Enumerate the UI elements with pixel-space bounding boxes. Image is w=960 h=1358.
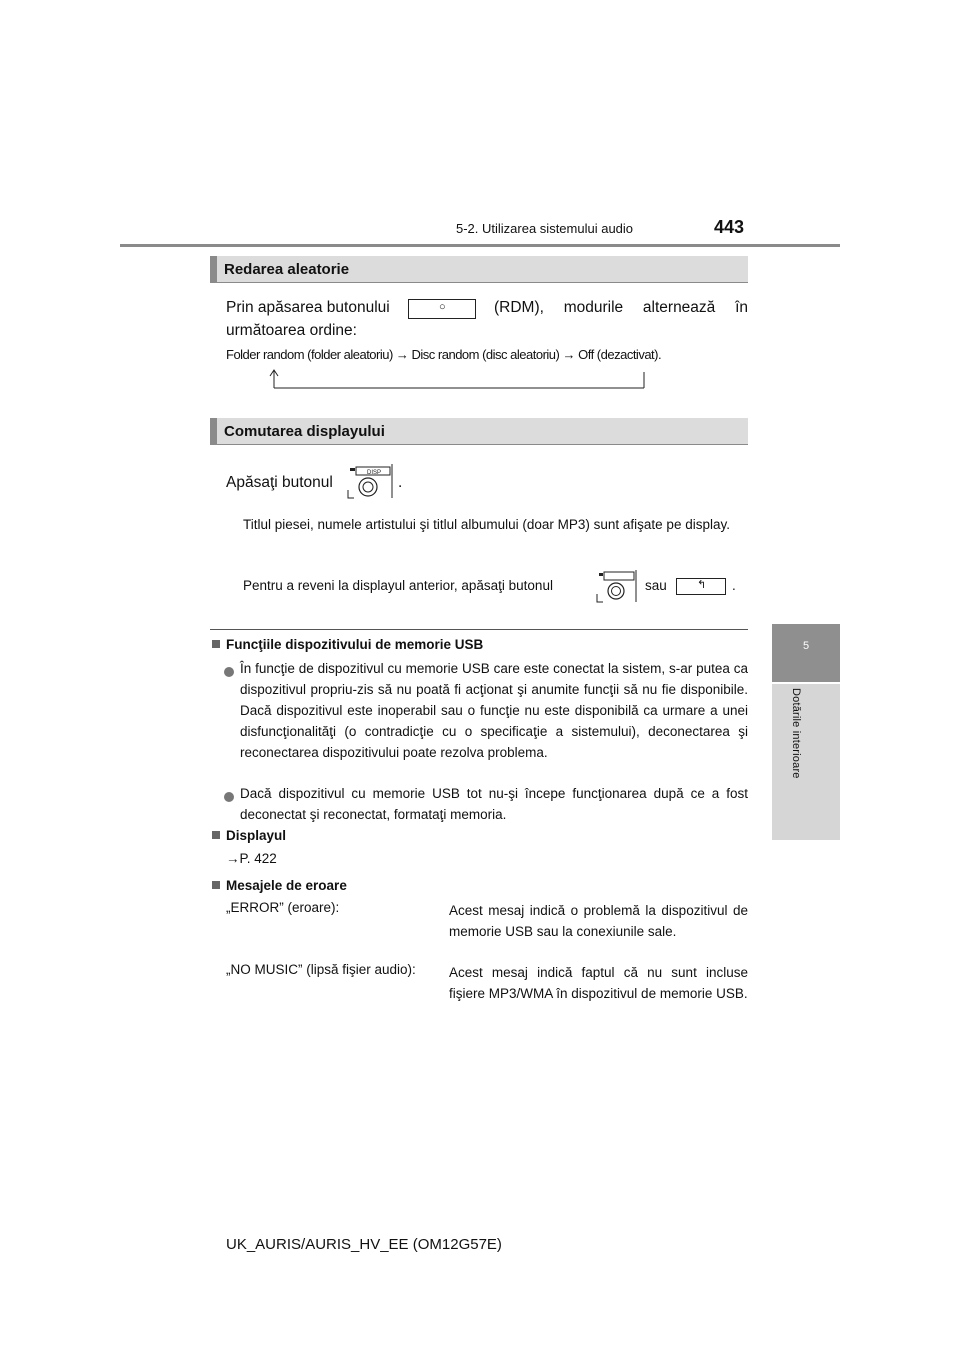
error-code: „ERROR” (eroare): bbox=[226, 900, 340, 915]
model-code: UK_AURIS/AURIS_HV_EE (OM12G57E) bbox=[226, 1236, 502, 1253]
disp-knob-icon-small bbox=[594, 570, 638, 604]
square-bullet-icon bbox=[212, 831, 220, 839]
display-page-ref: →P. 422 bbox=[226, 851, 277, 866]
usb-bullet-1: În funcţie de dispozitivul cu memorie USB care este conectat la sistem, s-ar putea ca dispozitivul propriu-zis să nu poată fi acţionat şi anumite funcţii să nu fie disponibile. Dacă dispozitivul este inoperabil sau o funcţie nu este disponibilă ca urmare a unei disfuncţionalităţi (o contradicţie cu o specificaţie a sistemului), deconectarea şi reconectarea dispozitivului poate rezolva problema. bbox=[240, 661, 748, 760]
display-note-2: Pentru a reveni la displayul anterior, apăsaţi butonul bbox=[243, 578, 553, 593]
circle-bullet-icon bbox=[224, 664, 234, 682]
rdm-text-line2: următoarea ordine: bbox=[226, 322, 357, 339]
rdm-button-glyph: ○ bbox=[439, 301, 446, 313]
usb-bullet-2: Dacă dispozitivul cu memorie USB tot nu-şi începe funcţionarea după ce a fost deconectat şi reconectat, formataţi memoria. bbox=[240, 786, 748, 822]
chapter-label: Dotările interioare bbox=[790, 688, 802, 779]
section-bar-underline bbox=[210, 282, 748, 283]
back-button-icon bbox=[676, 578, 726, 595]
display-note-2-or: sau bbox=[645, 578, 667, 593]
cycle-arrow-icon bbox=[268, 368, 648, 392]
random-mode-sequence: Folder random (folder aleatoriu) → Disc random (disc aleatoriu) → Off (dezactivat). bbox=[226, 347, 662, 362]
rdm-text-start: Prin apăsarea butonului bbox=[226, 299, 390, 316]
display-note-1: Titlul piesei, numele artistului şi titlul albumului (doar MP3) sunt afişate pe display. bbox=[243, 517, 730, 532]
square-bullet-icon bbox=[212, 640, 220, 648]
error-description: Acest mesaj indică o problemă la dispozitivul de memorie USB sau la conexiunile sale. bbox=[449, 903, 748, 939]
section-header: 5-2. Utilizarea sistemului audio bbox=[456, 221, 634, 236]
disp-instruction-end: . bbox=[398, 474, 403, 491]
error-description: Acest mesaj indică faptul că nu sunt incluse fişiere MP3/WMA în dispozitivul de memorie USB. bbox=[449, 965, 748, 1001]
chapter-tab bbox=[772, 624, 840, 682]
chapter-tab-strip bbox=[772, 684, 840, 840]
disp-knob-icon bbox=[344, 464, 394, 500]
display-heading: Displayul bbox=[212, 828, 286, 843]
usb-heading: Funcţiile dispozitivului de memorie USB bbox=[212, 637, 483, 652]
rdm-button-icon bbox=[408, 299, 476, 319]
notes-divider bbox=[210, 629, 748, 630]
section-title-display: Comutarea displayului bbox=[224, 423, 385, 440]
chapter-number: 5 bbox=[802, 640, 810, 652]
circle-bullet-icon bbox=[224, 789, 234, 807]
disp-instruction: Apăsaţi butonul bbox=[226, 474, 333, 491]
section-title-random: Redarea aleatorie bbox=[224, 261, 350, 278]
error-code: „NO MUSIC” (lipsă fişier audio): bbox=[226, 962, 416, 977]
page-number: 443 bbox=[714, 217, 745, 237]
section-bar-underline bbox=[210, 444, 748, 445]
rdm-text-end: (RDM), modurile alternează în bbox=[494, 299, 748, 316]
disp-knob-label: DISP bbox=[367, 470, 382, 476]
back-arrow-icon: ↰ bbox=[697, 579, 707, 591]
header-rule bbox=[120, 244, 840, 247]
errors-heading: Mesajele de eroare bbox=[212, 878, 347, 893]
display-note-2-end: . bbox=[732, 578, 736, 593]
square-bullet-icon bbox=[212, 881, 220, 889]
